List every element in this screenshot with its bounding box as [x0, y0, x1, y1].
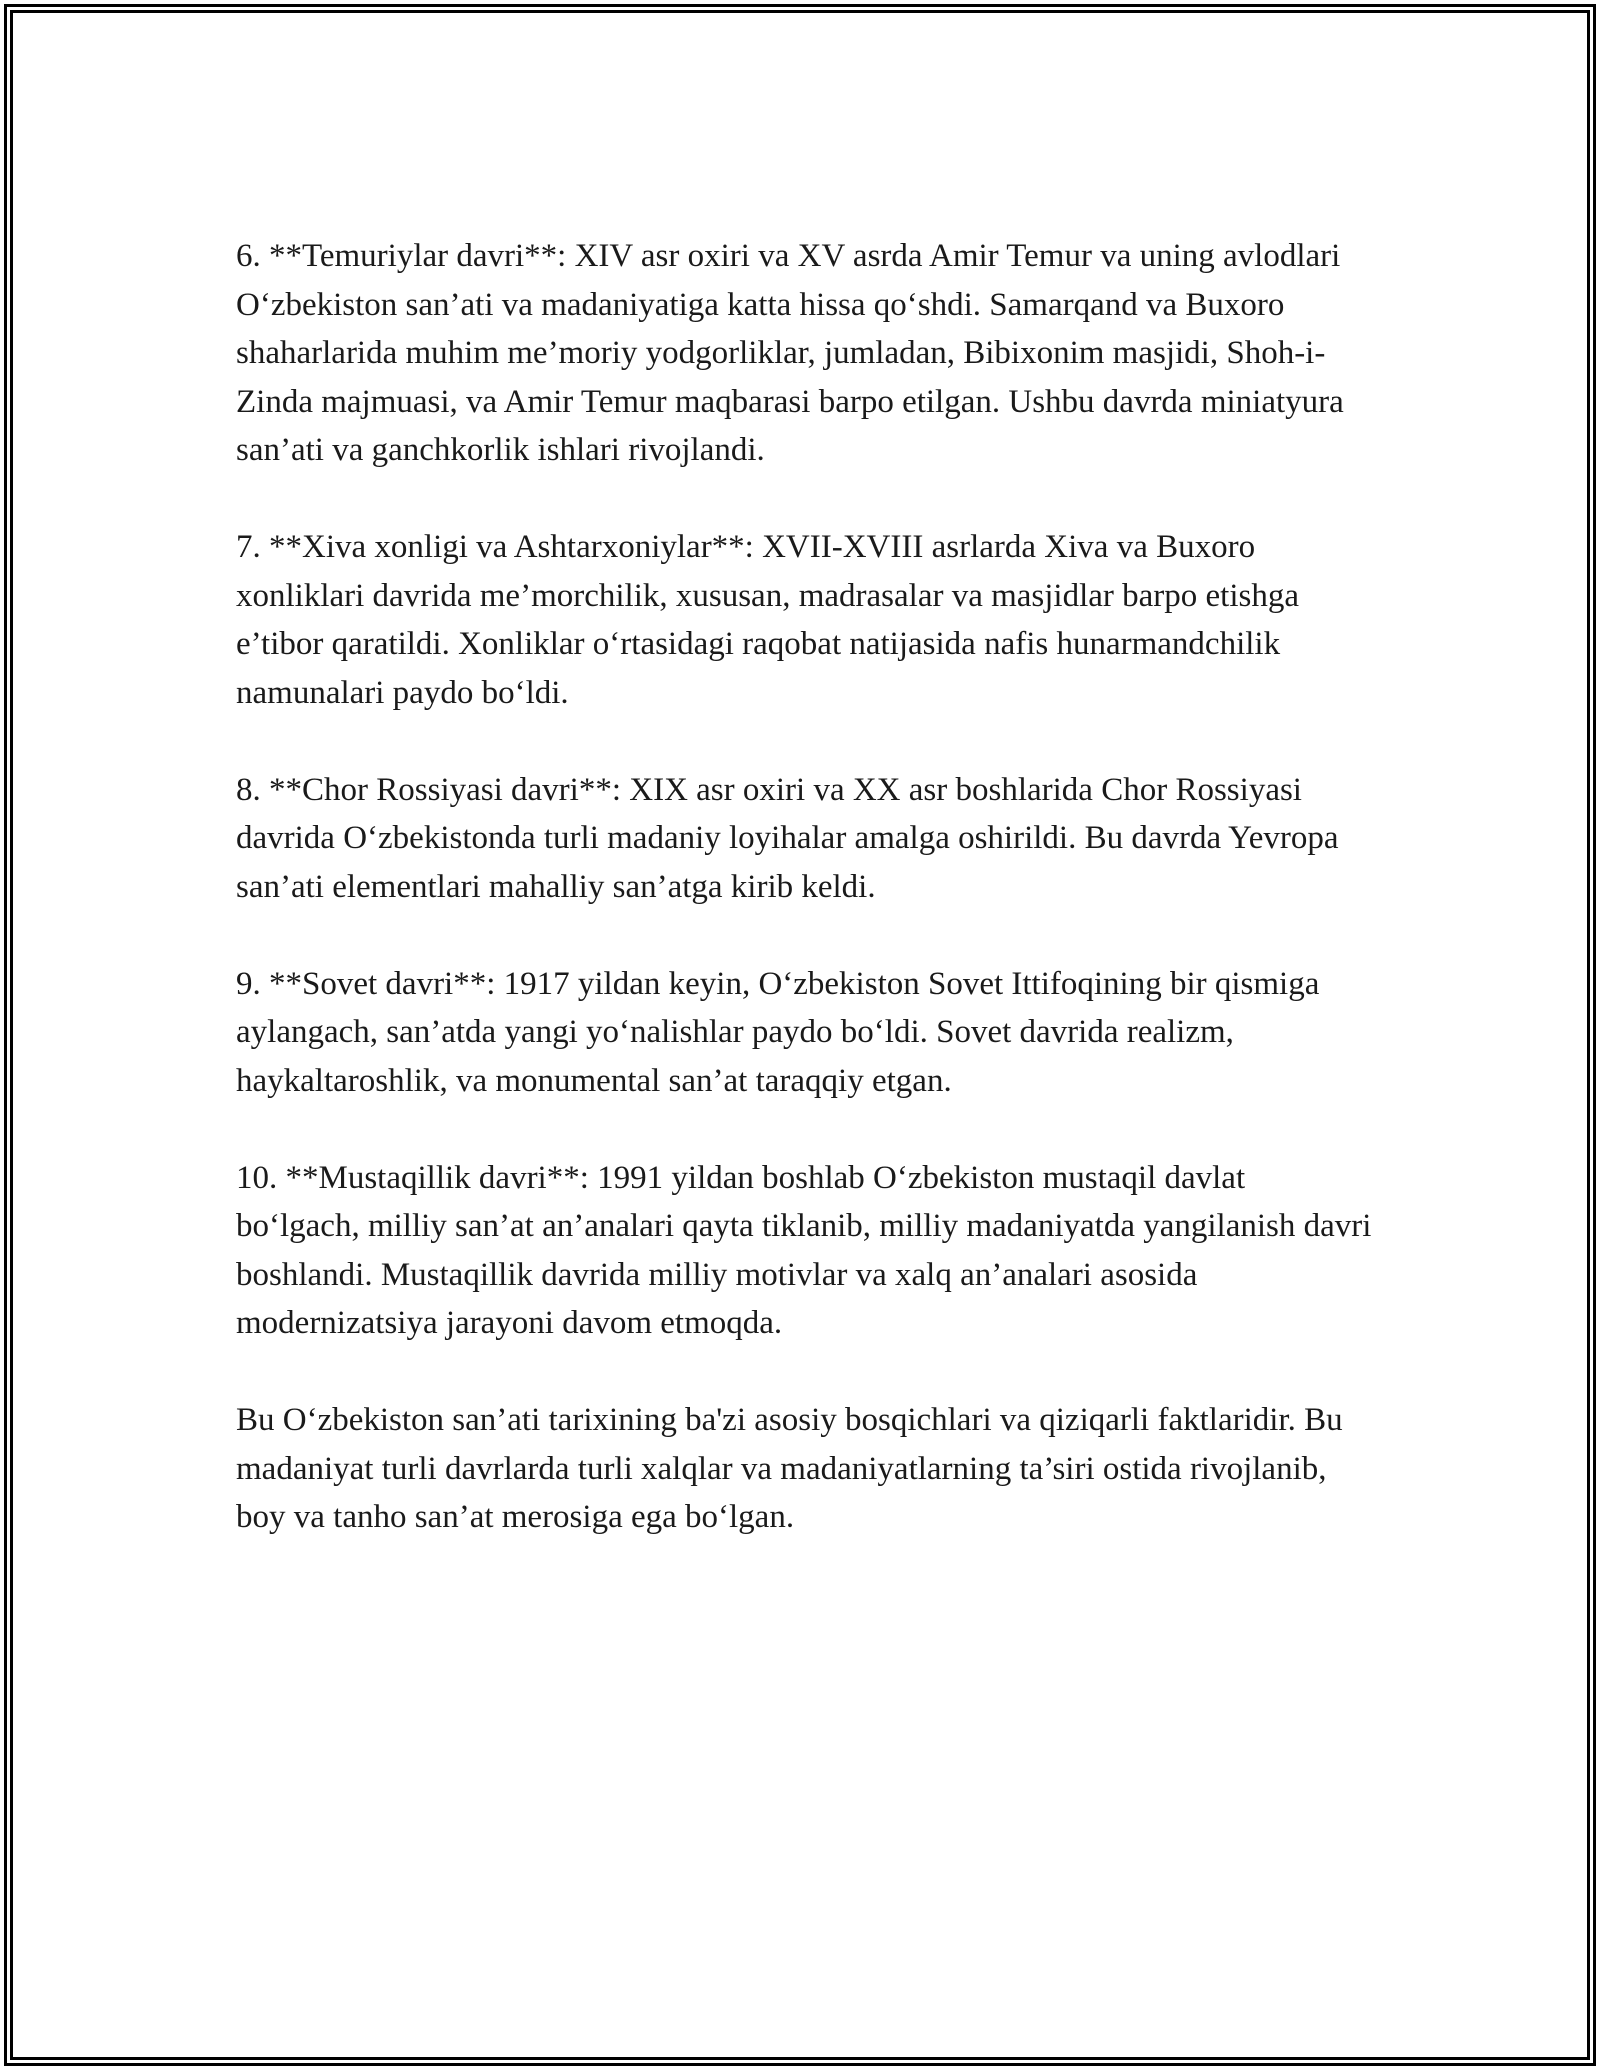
paragraph-xiva-xonligi: 7. **Xiva xonligi va Ashtarxoniylar**: XVII-XVIII asrlarda Xiva va Buxoro xonliklari davrida me’morchilik, xususan, madrasalar va masjidlar barpo etishga e’tibor qaratildi. Xonliklar o‘rtasidagi raqobat natijasida nafis hunarmandchilik namunalari paydo bo‘ldi. — [236, 529, 1300, 711]
document-body — [236, 232, 1376, 1590]
paragraph-temuriylar-davri: 6. **Temuriylar davri**: XIV asr oxiri va XV asrda Amir Temur va uning avlodlari O‘zbekiston san’ati va madaniyatiga katta hissa qo‘shdi. Samarqand va Buxoro shaharlarida muhim me’moriy yodgorliklar, jumladan, Bibixonim masjidi, Shoh-i-Zinda majmuasi, va Amir Temur maqbarasi barpo etilgan. Ushbu davrda miniatyura san’ati va ganchkorlik ishlari rivojlandi. — [236, 238, 1344, 468]
paragraph-sovet-davri: 9. **Sovet davri**: 1917 yildan keyin, O‘zbekiston Sovet Ittifoqining bir qismiga aylangach, san’atda yangi yo‘nalishlar paydo bo‘ldi. Sovet davrida realizm, haykaltaroshlik, va monumental san’at taraqqiy etgan. — [236, 965, 1320, 1099]
paragraph-chor-rossiyasi-davri: 8. **Chor Rossiyasi davri**: XIX asr oxiri va XX asr boshlarida Chor Rossiyasi davrida O‘zbekistonda turli madaniy loyihalar amalga oshirildi. Bu davrda Yevropa san’ati elementlari mahalliy san’atga kirib keldi. — [236, 771, 1339, 905]
paragraph-conclusion: Bu O‘zbekiston san’ati tarixining ba'zi asosiy bosqichlari va qiziqarli faktlaridir. Bu madaniyat turli davrlarda turli xalqlar va madaniyatlarning ta’siri ostida rivojlanib, boy va tanho san’at merosiga ega bo‘lgan. — [236, 1402, 1343, 1535]
paragraph-mustaqillik-davri: 10. **Mustaqillik davri**: 1991 yildan boshlab O‘zbekiston mustaqil davlat bo‘lgach, milliy san’at an’analari qayta tiklanib, milliy madaniyatda yangilanish davri boshlandi. Mustaqillik davrida milliy motivlar va xalq an’analari asosida modernizatsiya jarayoni davom etmoqda. — [236, 1159, 1372, 1341]
